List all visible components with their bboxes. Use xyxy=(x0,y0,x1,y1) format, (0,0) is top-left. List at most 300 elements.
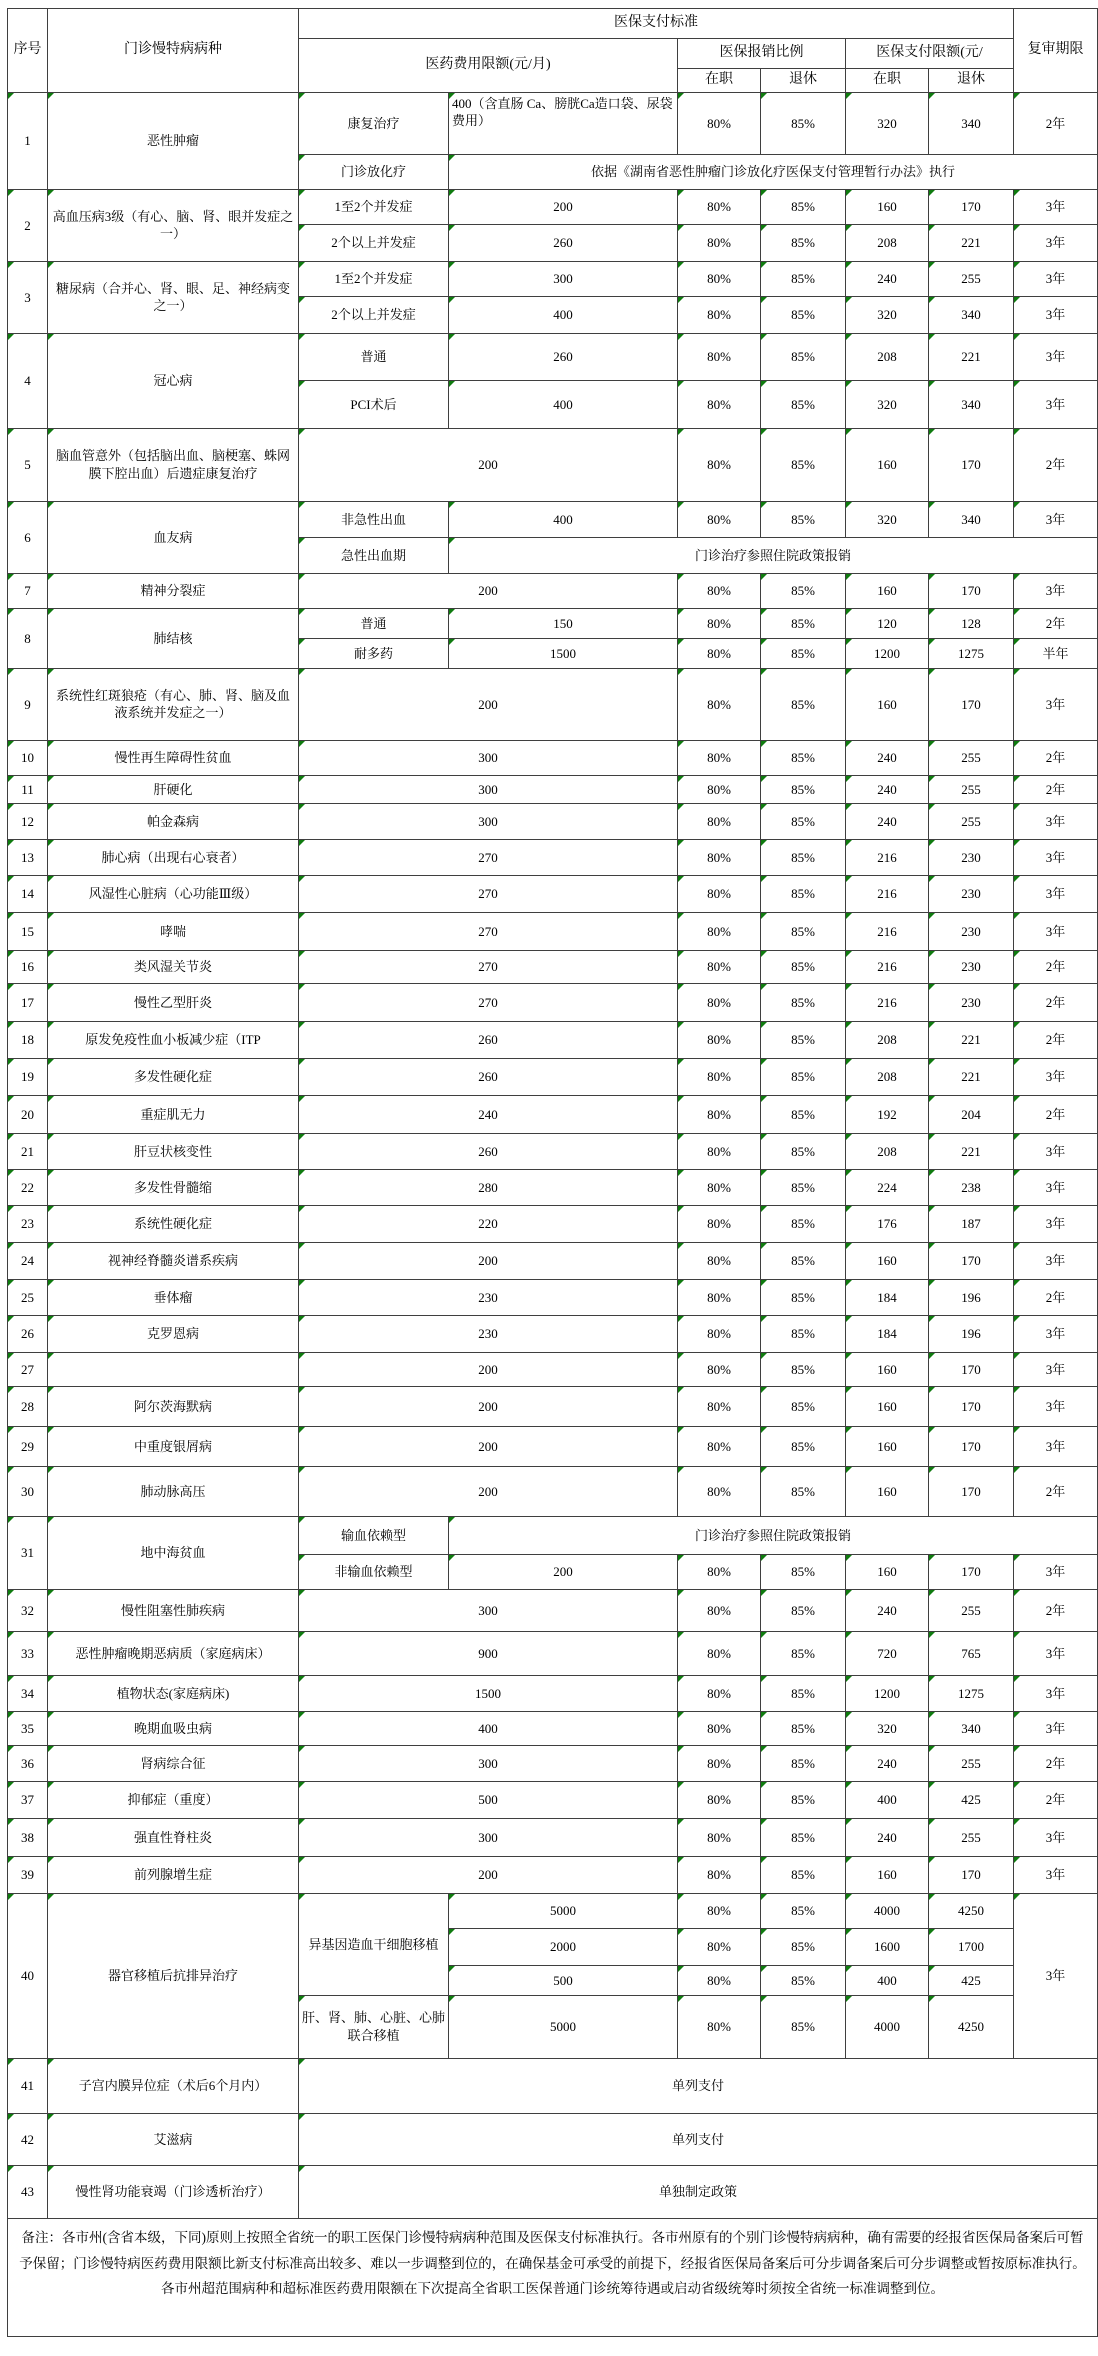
table-cell: 160 xyxy=(846,189,929,224)
table-cell: 85% xyxy=(761,1169,846,1205)
table-cell: 85% xyxy=(761,1242,846,1279)
table-cell: 80% xyxy=(678,1058,761,1095)
table-cell: 160 xyxy=(846,668,929,740)
table-cell: 85% xyxy=(761,573,846,608)
table-cell: 270 xyxy=(299,983,678,1021)
table-cell: 230 xyxy=(299,1315,678,1352)
table-cell: 2年 xyxy=(1014,950,1098,983)
table-cell: 260 xyxy=(449,224,678,261)
table-cell: 80% xyxy=(678,912,761,950)
table-cell: 170 xyxy=(929,1352,1014,1386)
table-cell: 340 xyxy=(929,501,1014,537)
table-cell: 340 xyxy=(929,296,1014,333)
table-cell: 慢性肾功能衰竭（门诊透析治疗） xyxy=(48,2165,299,2218)
table-cell: 216 xyxy=(846,983,929,1021)
table-cell: 200 xyxy=(299,428,678,501)
table-cell: 4250 xyxy=(929,1995,1014,2058)
table-cell: 34 xyxy=(8,1675,48,1711)
table-cell: 400 xyxy=(449,380,678,428)
table-cell: 24 xyxy=(8,1242,48,1279)
table-cell: 221 xyxy=(929,224,1014,261)
table-cell: 单列支付 xyxy=(299,2058,1098,2113)
table-cell: 85% xyxy=(761,1818,846,1856)
table-cell: 子宫内膜异位症（术后6个月内） xyxy=(48,2058,299,2113)
table-cell: 80% xyxy=(678,1745,761,1781)
table-cell: 2年 xyxy=(1014,1466,1098,1516)
table-cell: 80% xyxy=(678,775,761,803)
table-cell: 3年 xyxy=(1014,261,1098,296)
table-cell: 28 xyxy=(8,1386,48,1426)
table-cell: 80% xyxy=(678,1133,761,1169)
table-cell: 320 xyxy=(846,501,929,537)
table-cell: 肺结核 xyxy=(48,608,299,668)
table-cell: 3年 xyxy=(1014,1711,1098,1745)
table-cell: 230 xyxy=(929,983,1014,1021)
table-cell: 80% xyxy=(678,608,761,638)
table-cell: 2年 xyxy=(1014,1095,1098,1133)
table-cell: 160 xyxy=(846,1352,929,1386)
table-cell: 3年 xyxy=(1014,1205,1098,1242)
header-cell: 在职 xyxy=(846,69,929,93)
table-cell: 224 xyxy=(846,1169,929,1205)
table-cell: 80% xyxy=(678,1169,761,1205)
table-cell: 慢性阻塞性肺疾病 xyxy=(48,1589,299,1631)
table-cell: 门诊放化疗 xyxy=(299,154,449,189)
table-cell: 80% xyxy=(678,1095,761,1133)
table-cell: 230 xyxy=(299,1279,678,1315)
table-cell: 200 xyxy=(299,1386,678,1426)
table-cell: 3年 xyxy=(1014,1242,1098,1279)
table-cell: 18 xyxy=(8,1021,48,1058)
table-cell: 80% xyxy=(678,1466,761,1516)
table-cell: 400 xyxy=(449,296,678,333)
table-cell: 170 xyxy=(929,1466,1014,1516)
table-cell: 85% xyxy=(761,983,846,1021)
table-cell: 80% xyxy=(678,1352,761,1386)
table-cell: 85% xyxy=(761,668,846,740)
table-footer xyxy=(8,2218,1098,2336)
table-cell: 85% xyxy=(761,1554,846,1589)
table-cell: 2年 xyxy=(1014,92,1098,154)
table-cell: 80% xyxy=(678,1781,761,1818)
table-cell: 200 xyxy=(299,1242,678,1279)
table-cell: 80% xyxy=(678,803,761,839)
table-cell: 85% xyxy=(761,1631,846,1675)
header-cell: 医保报销比例 xyxy=(678,39,846,69)
table-cell: 肝硬化 xyxy=(48,775,299,803)
table-cell: 300 xyxy=(299,803,678,839)
table-cell: 3 xyxy=(8,261,48,333)
table-cell: 128 xyxy=(929,608,1014,638)
table-cell: 3年 xyxy=(1014,912,1098,950)
table-cell: 221 xyxy=(929,1058,1014,1095)
table-cell: 192 xyxy=(846,1095,929,1133)
table-cell: 3年 xyxy=(1014,1058,1098,1095)
table-cell: 80% xyxy=(678,296,761,333)
table-cell: 85% xyxy=(761,1675,846,1711)
table-cell: 系统性红斑狼疮（有心、肺、肾、脑及血液系统并发症之一） xyxy=(48,668,299,740)
table-cell: 184 xyxy=(846,1279,929,1315)
table-cell: 3年 xyxy=(1014,875,1098,912)
table-cell: 2年 xyxy=(1014,775,1098,803)
table-cell: 170 xyxy=(929,1242,1014,1279)
table-cell: 80% xyxy=(678,1205,761,1242)
table-cell: 中重度银屑病 xyxy=(48,1426,299,1466)
table-cell: 80% xyxy=(678,1279,761,1315)
table-cell: 900 xyxy=(299,1631,678,1675)
table-cell: 2 xyxy=(8,189,48,261)
table-cell: 170 xyxy=(929,189,1014,224)
table-cell: 27 xyxy=(8,1352,48,1386)
table-cell: 3年 xyxy=(1014,1426,1098,1466)
table-cell: 3年 xyxy=(1014,1386,1098,1426)
table-cell: 80% xyxy=(678,1928,761,1965)
table-cell: 3年 xyxy=(1014,1631,1098,1675)
table-cell: 221 xyxy=(929,333,1014,380)
table-cell: 85% xyxy=(761,224,846,261)
table-cell: 200 xyxy=(299,1426,678,1466)
table-cell: 85% xyxy=(761,1928,846,1965)
table-cell: 85% xyxy=(761,1893,846,1928)
table-cell: 系统性硬化症 xyxy=(48,1205,299,1242)
table-cell: 22 xyxy=(8,1169,48,1205)
table-cell: 260 xyxy=(449,333,678,380)
table-cell: 42 xyxy=(8,2113,48,2165)
table-cell: 255 xyxy=(929,1745,1014,1781)
table-cell: 脑血管意外（包括脑出血、脑梗塞、蛛网膜下腔出血）后遗症康复治疗 xyxy=(48,428,299,501)
table-cell: 255 xyxy=(929,1589,1014,1631)
table-cell: 6 xyxy=(8,501,48,573)
table-cell: 3年 xyxy=(1014,1554,1098,1589)
table-cell: 85% xyxy=(761,1095,846,1133)
table-cell: 85% xyxy=(761,261,846,296)
table-cell: 23 xyxy=(8,1205,48,1242)
table-cell: 340 xyxy=(929,92,1014,154)
table-cell: 184 xyxy=(846,1315,929,1352)
table-cell: 720 xyxy=(846,1631,929,1675)
table-cell: 25 xyxy=(8,1279,48,1315)
table-cell: 500 xyxy=(449,1965,678,1995)
remarks-note: 备注：各市州(含省本级，下同)原则上按照全省统一的职工医保门诊慢特病病种范围及医保支付标准执行。各市州原有的个别门诊慢特病病种，确有需要的经报省医保局备案后可暂予保留；门诊慢特病医药费用限额比新支付标准高出较多、难以一步调整到位的，在确保基金可承受的前提下，经报省医保局备案后可分步调备案后可分步调整或暂按原标准执行。各市州超范围病种和超标准医药费用限额在下次提高全省职工医保普通门诊统筹待遇或启动省级统筹时须按全省统一标准调整到位。 xyxy=(8,2218,1098,2336)
table-cell: 85% xyxy=(761,1279,846,1315)
table-cell: 80% xyxy=(678,1965,761,1995)
table-cell: 255 xyxy=(929,1818,1014,1856)
table-cell: 1600 xyxy=(846,1928,929,1965)
table-cell: 5 xyxy=(8,428,48,501)
table-cell: 80% xyxy=(678,1711,761,1745)
header-cell: 退休 xyxy=(929,69,1014,93)
table-cell: 11 xyxy=(8,775,48,803)
table-cell: 3年 xyxy=(1014,1675,1098,1711)
table-cell: 80% xyxy=(678,1589,761,1631)
table-cell: 400 xyxy=(449,501,678,537)
table-cell: 216 xyxy=(846,875,929,912)
table-cell: 85% xyxy=(761,950,846,983)
table-cell: 37 xyxy=(8,1781,48,1818)
table-cell: 80% xyxy=(678,1021,761,1058)
table-cell: PCI术后 xyxy=(299,380,449,428)
table-cell: 9 xyxy=(8,668,48,740)
table-cell: 3年 xyxy=(1014,573,1098,608)
table-cell: 晚期血吸虫病 xyxy=(48,1711,299,1745)
table-cell: 41 xyxy=(8,2058,48,2113)
table-cell: 80% xyxy=(678,1631,761,1675)
table-cell: 80% xyxy=(678,1675,761,1711)
table-cell: 255 xyxy=(929,740,1014,775)
table-cell: 1 xyxy=(8,92,48,189)
header-cell: 序号 xyxy=(8,9,48,93)
table-cell: 400（含直肠 Ca、膀胱Ca造口袋、尿袋费用） xyxy=(449,92,678,154)
table-cell: 冠心病 xyxy=(48,333,299,428)
table-cell: 视神经脊髓炎谱系疾病 xyxy=(48,1242,299,1279)
table-cell: 80% xyxy=(678,573,761,608)
table-cell: 3年 xyxy=(1014,1133,1098,1169)
table-cell: 160 xyxy=(846,1554,929,1589)
table-cell: 20 xyxy=(8,1095,48,1133)
table-cell: 80% xyxy=(678,950,761,983)
header-cell: 医保支付限额(元/ xyxy=(846,39,1014,69)
table-cell: 196 xyxy=(929,1279,1014,1315)
table-cell: 半年 xyxy=(1014,638,1098,668)
table-cell: 208 xyxy=(846,1021,929,1058)
table-cell: 160 xyxy=(846,1386,929,1426)
table-cell: 204 xyxy=(929,1095,1014,1133)
table-cell: 3年 xyxy=(1014,839,1098,875)
table-cell: 216 xyxy=(846,839,929,875)
table-cell: 80% xyxy=(678,668,761,740)
table-cell: 160 xyxy=(846,573,929,608)
table-cell: 80% xyxy=(678,333,761,380)
table-cell: 40 xyxy=(8,1893,48,2058)
table-cell: 80% xyxy=(678,1995,761,2058)
table-cell: 1至2个并发症 xyxy=(299,261,449,296)
table-cell: 4250 xyxy=(929,1893,1014,1928)
table-cell: 3年 xyxy=(1014,501,1098,537)
table-cell: 80% xyxy=(678,1426,761,1466)
table-cell: 非急性出血 xyxy=(299,501,449,537)
table-cell: 单列支付 xyxy=(299,2113,1098,2165)
table-cell: 230 xyxy=(929,875,1014,912)
table-cell: 765 xyxy=(929,1631,1014,1675)
table-cell: 2年 xyxy=(1014,608,1098,638)
table-cell: 170 xyxy=(929,668,1014,740)
table-cell: 4 xyxy=(8,333,48,428)
header-cell: 退休 xyxy=(761,69,846,93)
table-cell: 200 xyxy=(299,1352,678,1386)
table-cell: 26 xyxy=(8,1315,48,1352)
table-cell: 3年 xyxy=(1014,224,1098,261)
table-cell: 200 xyxy=(449,189,678,224)
table-cell: 艾滋病 xyxy=(48,2113,299,2165)
table-cell: 19 xyxy=(8,1058,48,1095)
table-cell: 170 xyxy=(929,1856,1014,1893)
table-cell: 哮喘 xyxy=(48,912,299,950)
table-cell: 300 xyxy=(299,1589,678,1631)
table-cell: 门诊治疗参照住院政策报销 xyxy=(449,537,1098,573)
table-cell: 208 xyxy=(846,333,929,380)
table-cell: 85% xyxy=(761,1711,846,1745)
table-cell: 200 xyxy=(299,1856,678,1893)
table-cell: 85% xyxy=(761,803,846,839)
table-cell: 高血压病3级（有心、脑、肾、眼并发症之一） xyxy=(48,189,299,261)
table-cell: 肺心病（出现右心衰者） xyxy=(48,839,299,875)
table-cell: 85% xyxy=(761,1781,846,1818)
table-cell: 216 xyxy=(846,912,929,950)
table-cell: 3年 xyxy=(1014,189,1098,224)
table-cell: 80% xyxy=(678,983,761,1021)
table-cell: 160 xyxy=(846,1426,929,1466)
table-cell: 80% xyxy=(678,1554,761,1589)
table-cell: 160 xyxy=(846,1242,929,1279)
table-cell: 输血依赖型 xyxy=(299,1516,449,1554)
table-cell: 2年 xyxy=(1014,740,1098,775)
table-cell: 340 xyxy=(929,380,1014,428)
table-cell: 2年 xyxy=(1014,1589,1098,1631)
table-cell: 80% xyxy=(678,428,761,501)
table-cell: 216 xyxy=(846,950,929,983)
table-cell: 230 xyxy=(929,912,1014,950)
table-cell: 3年 xyxy=(1014,333,1098,380)
table-cell: 80% xyxy=(678,638,761,668)
table-cell: 类风湿关节炎 xyxy=(48,950,299,983)
table-cell: 糖尿病（合并心、肾、眼、足、神经病变之一） xyxy=(48,261,299,333)
table-cell: 400 xyxy=(299,1711,678,1745)
table-cell: 160 xyxy=(846,428,929,501)
table-cell: 500 xyxy=(299,1781,678,1818)
table-cell: 208 xyxy=(846,1058,929,1095)
table-cell: 16 xyxy=(8,950,48,983)
table-cell: 2年 xyxy=(1014,1279,1098,1315)
table-cell: 80% xyxy=(678,1386,761,1426)
table-cell: 187 xyxy=(929,1205,1014,1242)
table-cell: 1至2个并发症 xyxy=(299,189,449,224)
table-cell: 植物状态(家庭病床) xyxy=(48,1675,299,1711)
table-cell: 300 xyxy=(449,261,678,296)
table-cell: 260 xyxy=(299,1021,678,1058)
table-cell: 3年 xyxy=(1014,1352,1098,1386)
table-cell: 3年 xyxy=(1014,668,1098,740)
table-cell: 30 xyxy=(8,1466,48,1516)
table-cell: 肝豆状核变性 xyxy=(48,1133,299,1169)
table-cell: 170 xyxy=(929,1386,1014,1426)
table-cell: 85% xyxy=(761,1352,846,1386)
table-cell: 255 xyxy=(929,775,1014,803)
table-cell: 260 xyxy=(299,1133,678,1169)
header-cell: 医药费用限额(元/月) xyxy=(299,39,678,93)
table-cell: 普通 xyxy=(299,608,449,638)
table-cell: 3年 xyxy=(1014,296,1098,333)
table-cell: 地中海贫血 xyxy=(48,1516,299,1589)
table-cell: 80% xyxy=(678,1856,761,1893)
table-cell: 85% xyxy=(761,912,846,950)
table-cell: 31 xyxy=(8,1516,48,1589)
table-cell: 300 xyxy=(299,775,678,803)
table-cell: 克罗恩病 xyxy=(48,1315,299,1352)
table-cell: 85% xyxy=(761,1856,846,1893)
table-cell: 3年 xyxy=(1014,1818,1098,1856)
medical-insurance-benefits-table xyxy=(7,8,1098,2337)
table-body xyxy=(8,92,1098,2218)
table-cell: 120 xyxy=(846,608,929,638)
table-cell: 425 xyxy=(929,1781,1014,1818)
table-cell: 原发免疫性血小板减少症（ITP xyxy=(48,1021,299,1058)
table-cell: 33 xyxy=(8,1631,48,1675)
table-cell: 240 xyxy=(846,803,929,839)
table-cell: 80% xyxy=(678,740,761,775)
table-cell: 85% xyxy=(761,1133,846,1169)
table-cell: 10 xyxy=(8,740,48,775)
table-cell: 85% xyxy=(761,1426,846,1466)
table-cell: 垂体瘤 xyxy=(48,1279,299,1315)
table-cell: 270 xyxy=(299,839,678,875)
table-cell: 恶性肿瘤 xyxy=(48,92,299,189)
table-cell: 270 xyxy=(299,875,678,912)
table-cell: 4000 xyxy=(846,1893,929,1928)
table-cell: 221 xyxy=(929,1021,1014,1058)
table-cell: 80% xyxy=(678,1818,761,1856)
table-cell: 1700 xyxy=(929,1928,1014,1965)
table-cell: 肾病综合征 xyxy=(48,1745,299,1781)
table-cell: 重症肌无力 xyxy=(48,1095,299,1133)
table-cell: 255 xyxy=(929,261,1014,296)
table-cell: 238 xyxy=(929,1169,1014,1205)
table-cell: 85% xyxy=(761,1205,846,1242)
table-cell: 85% xyxy=(761,1386,846,1426)
table-cell: 80% xyxy=(678,1315,761,1352)
table-cell: 320 xyxy=(846,380,929,428)
table-cell: 3年 xyxy=(1014,380,1098,428)
table-cell: 160 xyxy=(846,1466,929,1516)
table-cell: 85% xyxy=(761,189,846,224)
table-cell: 5000 xyxy=(449,1893,678,1928)
table-cell: 240 xyxy=(846,1589,929,1631)
table-cell: 2年 xyxy=(1014,1781,1098,1818)
table-cell: 85% xyxy=(761,92,846,154)
table-cell: 160 xyxy=(846,1856,929,1893)
table-cell: 300 xyxy=(299,1745,678,1781)
table-cell: 200 xyxy=(449,1554,678,1589)
table-cell: 2年 xyxy=(1014,1021,1098,1058)
table-cell: 异基因造血干细胞移植 xyxy=(299,1893,449,1995)
table-cell: 320 xyxy=(846,1711,929,1745)
table-cell: 耐多药 xyxy=(299,638,449,668)
header-cell: 门诊慢特病病种 xyxy=(48,9,299,93)
table-cell: 14 xyxy=(8,875,48,912)
table-cell: 85% xyxy=(761,1589,846,1631)
table-cell: 340 xyxy=(929,1711,1014,1745)
table-cell: 80% xyxy=(678,1893,761,1928)
table-cell: 176 xyxy=(846,1205,929,1242)
table-cell: 1275 xyxy=(929,638,1014,668)
table-cell: 85% xyxy=(761,1021,846,1058)
table-cell: 前列腺增生症 xyxy=(48,1856,299,1893)
header-cell: 医保支付标准 xyxy=(299,9,1014,39)
table-cell: 400 xyxy=(846,1965,929,1995)
table-cell: 80% xyxy=(678,224,761,261)
table-cell: 85% xyxy=(761,296,846,333)
table-cell: 221 xyxy=(929,1133,1014,1169)
table-cell: 240 xyxy=(299,1095,678,1133)
table-cell: 肺动脉高压 xyxy=(48,1466,299,1516)
table-cell: 85% xyxy=(761,1995,846,2058)
table-cell: 风湿性心脏病（心功能Ⅲ级） xyxy=(48,875,299,912)
table-cell: 依据《湖南省恶性肿瘤门诊放化疗医保支付管理暂行办法》执行 xyxy=(449,154,1098,189)
table-cell: 85% xyxy=(761,638,846,668)
table-cell: 慢性乙型肝炎 xyxy=(48,983,299,1021)
table-cell: 208 xyxy=(846,1133,929,1169)
table-cell: 80% xyxy=(678,261,761,296)
table-cell: 85% xyxy=(761,1965,846,1995)
